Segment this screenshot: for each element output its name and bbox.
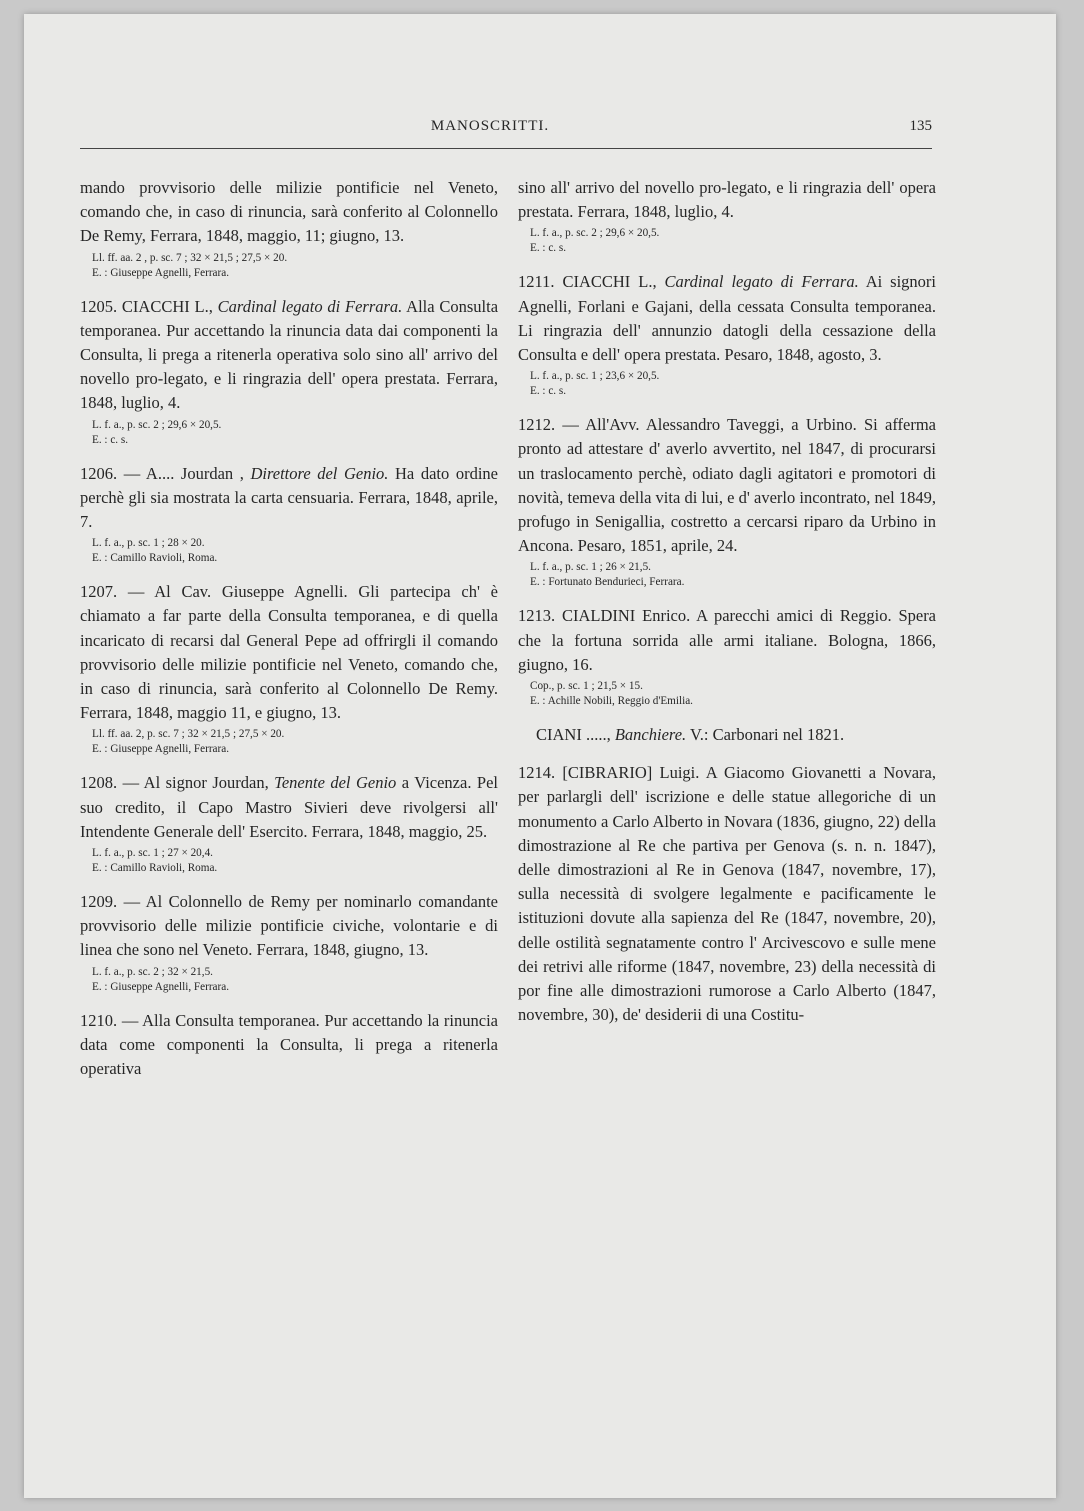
running-head [24,118,1056,144]
entry-text: mando provvisorio delle milizie pontificie nel Veneto, comando che, in caso di rinuncia, sarà conferito al Colonnello De Remy, Ferrara, 1848, maggio, 11; giugno, 13. [80,178,498,246]
entry-text: [CIBRARIO] Luigi. A Giacomo Giovanetti a Novara, per parlargli dell' iscrizione e delle statue allegoriche di un monumento a Carlo Alberto in Novara (1836, giugno, 22) della dimostrazione al Re che partiva per Genova (s. n. n. 1847), delle dimostrazioni al Re in Genova (1847, novembre, 17), sulla necessità di svolgere legalmente e pacificamente le istituzioni dovute alla sapienza del Re (1847, novembre, 20), delle ostilità segnatamente contro l' Arcivescovo e sulle mene dei retrivi alle riforme (1847, novembre, 23) della necessità di por fine alle dimostrazioni rumorose a Carlo Alberto (1847, novembre, 30), de' desiderii di una Costitu- [518,763,937,1025]
left-column [80,176,498,1095]
entry-meta [92,846,498,876]
entry-1209 [80,890,498,995]
entry-author: — Al signor Jourdan, [122,773,269,793]
entry-1205 [80,295,498,448]
entry-number: 1207. [80,582,118,602]
meta-owner: E. : Giuseppe Agnelli, Ferrara. [92,743,230,756]
meta-format: L. f. a., p. sc. 1 ; 27 × 20,4. [92,847,213,860]
entry-1207 [80,580,498,757]
entry-meta [530,560,936,590]
entry-number: 1210. [80,1010,118,1030]
entry-meta [530,226,936,256]
entry-author: CIACCHI L., [562,272,657,292]
entry-author: CIANI ....., [536,725,611,745]
entry-meta [92,418,498,448]
entry-continuation [518,176,936,256]
entry-number: 1206. [80,463,118,483]
meta-owner: E. : c. s. [530,385,567,398]
meta-format: L. f. a., p. sc. 2 ; 29,6 × 20,5. [530,227,660,240]
entry-meta [530,679,936,709]
meta-format: L. f. a., p. sc. 2 ; 32 × 21,5. [92,965,213,978]
meta-owner: E. : Fortunato Bendurieci, Ferrara. [530,576,685,589]
meta-owner: E. : Camillo Ravioli, Roma. [92,552,218,565]
meta-format: L. f. a., p. sc. 1 ; 26 × 21,5. [530,561,651,574]
entry-author-title: Direttore del Genio. [250,463,389,483]
entry-text: — Al Cav. Giuseppe Agnelli. Gli partecipa ch' è chiamato a far parte della Consulta temporanea, e di quella incaricato di recarsi dal General Pepe ad offrirgli il comando provvisorio delle milizie pontificie nel Veneto, comando che, in caso di rinuncia, sarà conferito al Colonnello De Remy. Ferrara, 1848, maggio 11, e giugno, 13. [80,582,498,723]
meta-owner: E. : Camillo Ravioli, Roma. [92,862,218,875]
entry-1214 [518,761,936,1027]
entry-author-title: Banchiere. [614,725,687,745]
meta-format: L. f. a., p. sc. 1 ; 23,6 × 20,5. [530,370,660,383]
entry-continuation [80,176,498,281]
entry-meta [92,251,498,281]
entry-number: 1212. [518,415,556,435]
entry-author: — A.... Jourdan , [123,463,244,483]
entry-meta [92,727,498,757]
entry-1211 [518,270,936,399]
entry-author-title: Cardinal legato di Ferrara. [217,296,403,316]
entry-text: Ha dato ordine perchè gli sia mostrata la carta censuaria. Ferrara, 1848, aprile, 7. [80,463,498,532]
meta-owner: E. : Giuseppe Agnelli, Ferrara. [92,266,230,279]
entry-text: — Alla Consulta temporanea. Pur accettando la rinuncia data come componenti la Consulta, li prega a ritenerla operativa [80,1010,498,1079]
header-rule [80,148,932,149]
meta-owner: E. : Achille Nobili, Reggio d'Emilia. [530,695,693,708]
entry-1212 [518,413,936,590]
entry-author-title: Tenente del Genio [274,773,397,793]
entry-author: CIACCHI L., [121,296,213,316]
meta-format: Cop., p. sc. 1 ; 21,5 × 15. [530,680,643,693]
entry-text: a Vicenza. Pel suo credito, il Capo Mastro Sivieri deve rivolgersi all' Intendente Generale dell' Esercito. Ferrara, 1848, maggio, 25. [80,773,499,841]
entry-text: Alla Consulta temporanea. Pur accettando la rinuncia data dai componenti la Consulta, li prega a ritenerla operativa solo sino all' arrivo del novello pro-legato, e li ringrazia dell' opera prestata. Ferrara, 1848, luglio, 4. [80,296,499,413]
entry-meta [530,369,936,399]
right-column [518,176,936,1041]
entry-text: sino all' arrivo del novello pro-legato, e li ringrazia dell' opera prestata. Ferrara, 1848, luglio, 4. [518,178,936,222]
cross-reference-ciani [518,723,936,747]
entry-number: 1205. [80,296,118,316]
running-title: MANOSCRITTI. [430,118,550,134]
document-page [24,14,1056,1498]
meta-format: Ll. ff. aa. 2, p. sc. 7 ; 32 × 21,5 ; 27,5 × 20. [92,728,285,741]
entry-1208 [80,771,498,876]
meta-format: L. f. a., p. sc. 2 ; 29,6 × 20,5. [92,418,222,431]
entry-text: — All'Avv. Alessandro Taveggi, a Urbino. Si afferma pronto ad attestare d' averlo avvertito, nel 1847, di procurarsi un traslocamento perchè, odiato dagli agitatori e promotori di novità, temeva della vita di lui, e d' averlo incontrato, nel 1849, profugo in Senigallia, costretto a cercarsi riparo da Urbino in Ancona. Pesaro, 1851, aprile, 24. [518,415,936,556]
entry-meta [92,965,498,995]
meta-owner: E. : Giuseppe Agnelli, Ferrara. [92,980,230,993]
entry-text: — Al Colonnello de Remy per nominarlo comandante provvisorio delle milizie pontificie civiche, volontarie e di linea che sono nel Veneto. Ferrara, 1848, giugno, 13. [80,892,498,960]
entry-text: CIALDINI Enrico. A parecchi amici di Reggio. Spera che la fortuna sorrida alle armi italiane. Bologna, 1866, giugno, 16. [518,606,937,674]
entry-meta [92,536,498,566]
entry-number: 1214. [518,763,556,783]
entry-1213 [518,604,936,709]
entry-text: Ai signori Agnelli, Forlani e Gajani, della cessata Consulta temporanea. Li ringrazia dell' annunzio datogli della cessazione della Consulta e dell' opera prestata. Pesaro, 1848, agosto, 3. [518,272,937,365]
entry-number: 1211. [518,272,555,292]
meta-format: Ll. ff. aa. 2 , p. sc. 7 ; 32 × 21,5 ; 27,5 × 20. [92,251,288,264]
entry-1206 [80,462,498,567]
meta-format: L. f. a., p. sc. 1 ; 28 × 20. [92,537,205,550]
page-number: 135 [909,118,932,134]
entry-text: V.: Carbonari nel 1821. [689,725,845,745]
meta-owner: E. : c. s. [92,433,129,446]
entry-1210 [80,1009,498,1082]
meta-owner: E. : c. s. [530,242,567,255]
entry-author-title: Cardinal legato di Ferrara. [664,272,859,292]
entry-number: 1209. [80,892,118,912]
entry-number: 1208. [80,773,118,793]
entry-number: 1213. [518,606,556,626]
